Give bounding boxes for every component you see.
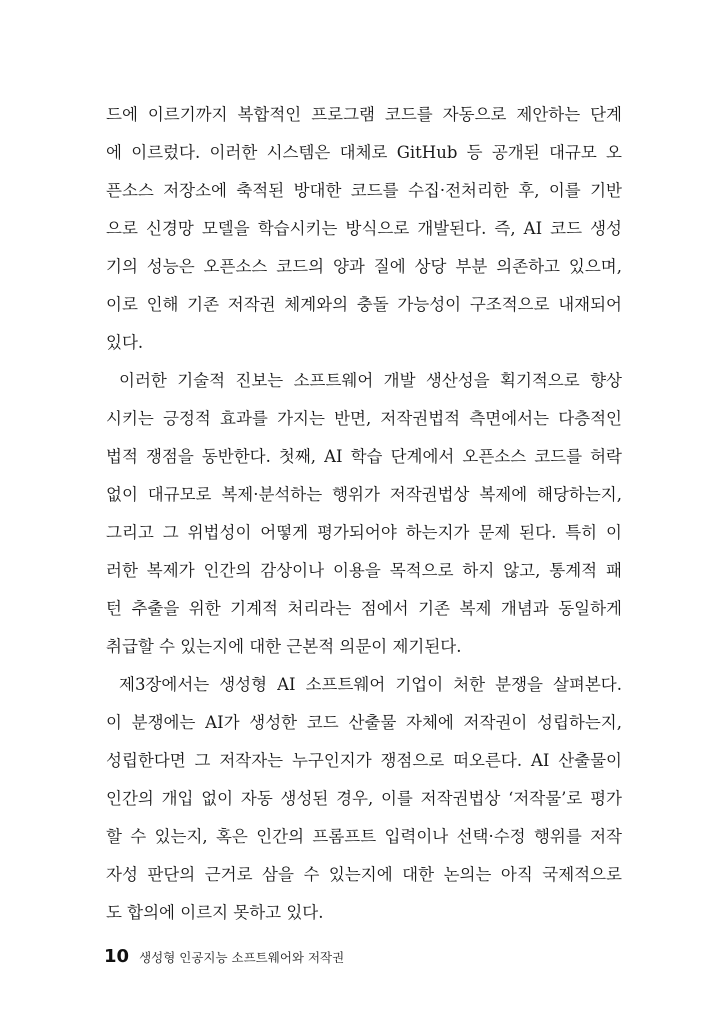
- page-number: 10: [104, 946, 130, 967]
- text-line: 시키는 긍정적 효과를 가지는 반면, 저작권법적 측면에서는 다층적인: [106, 409, 622, 428]
- text-line: 이로 인해 기존 저작권 체계와의 충돌 가능성이 구조적으로 내재되어: [106, 295, 622, 314]
- text-line: 그리고 그 위법성이 어떻게 평가되어야 하는지가 문제 된다. 특히 이: [106, 523, 622, 542]
- text-line: 없이 대규모로 복제·분석하는 행위가 저작권법상 복제에 해당하는지,: [106, 485, 622, 504]
- text-line: 이 분쟁에는 AI가 생성한 코드 산출물 자체에 저작권이 성립하는지,: [106, 713, 622, 732]
- running-title: 생성형 인공지능 소프트웨어와 저작권: [139, 950, 345, 965]
- text-line: 도 합의에 이르지 못하고 있다.: [106, 903, 324, 922]
- text-line: 성립한다면 그 저작자는 누구인지가 쟁점으로 떠오른다. AI 산출물이: [106, 751, 622, 770]
- text-line: 자성 판단의 근거로 삼을 수 있는지에 대한 논의는 아직 국제적으로: [106, 865, 622, 884]
- text-line: 픈소스 저장소에 축적된 방대한 코드를 수집·전처리한 후, 이를 기반: [106, 181, 622, 200]
- text-line: 인간의 개입 없이 자동 생성된 경우, 이를 저작권법상 ‘저작물’로 평가: [106, 789, 622, 808]
- body-text: [106, 96, 622, 932]
- text-line: 할 수 있는지, 혹은 인간의 프롬프트 입력이나 선택·수정 행위를 저작: [106, 827, 622, 846]
- paragraph: [106, 666, 622, 932]
- text-line: 드에 이르기까지 복합적인 프로그램 코드를 자동으로 제안하는 단계: [106, 105, 622, 124]
- text-line: 법적 쟁점을 동반한다. 첫째, AI 학습 단계에서 오픈소스 코드를 허락: [106, 447, 622, 466]
- paragraph: [106, 362, 622, 666]
- text-line: 기의 성능은 오픈소스 코드의 양과 질에 상당 부분 의존하고 있으며,: [106, 257, 622, 276]
- text-line: 제3장에서는 생성형 AI 소프트웨어 기업이 처한 분쟁을 살펴본다.: [119, 675, 622, 694]
- text-line: 이러한 기술적 진보는 소프트웨어 개발 생산성을 획기적으로 향상: [119, 371, 622, 390]
- text-line: 턴 추출을 위한 기계적 처리라는 점에서 기존 복제 개념과 동일하게: [106, 599, 622, 618]
- text-line: 취급할 수 있는지에 대한 근본적 의문이 제기된다.: [106, 637, 462, 656]
- text-line: 으로 신경망 모델을 학습시키는 방식으로 개발된다. 즉, AI 코드 생성: [106, 219, 622, 238]
- text-line: 에 이르렀다. 이러한 시스템은 대체로 GitHub 등 공개된 대규모 오: [106, 143, 622, 162]
- text-line: 러한 복제가 인간의 감상이나 이용을 목적으로 하지 않고, 통계적 패: [106, 561, 622, 580]
- text-line: 있다.: [106, 333, 144, 352]
- paragraph: [106, 96, 622, 362]
- page-footer: [104, 946, 344, 970]
